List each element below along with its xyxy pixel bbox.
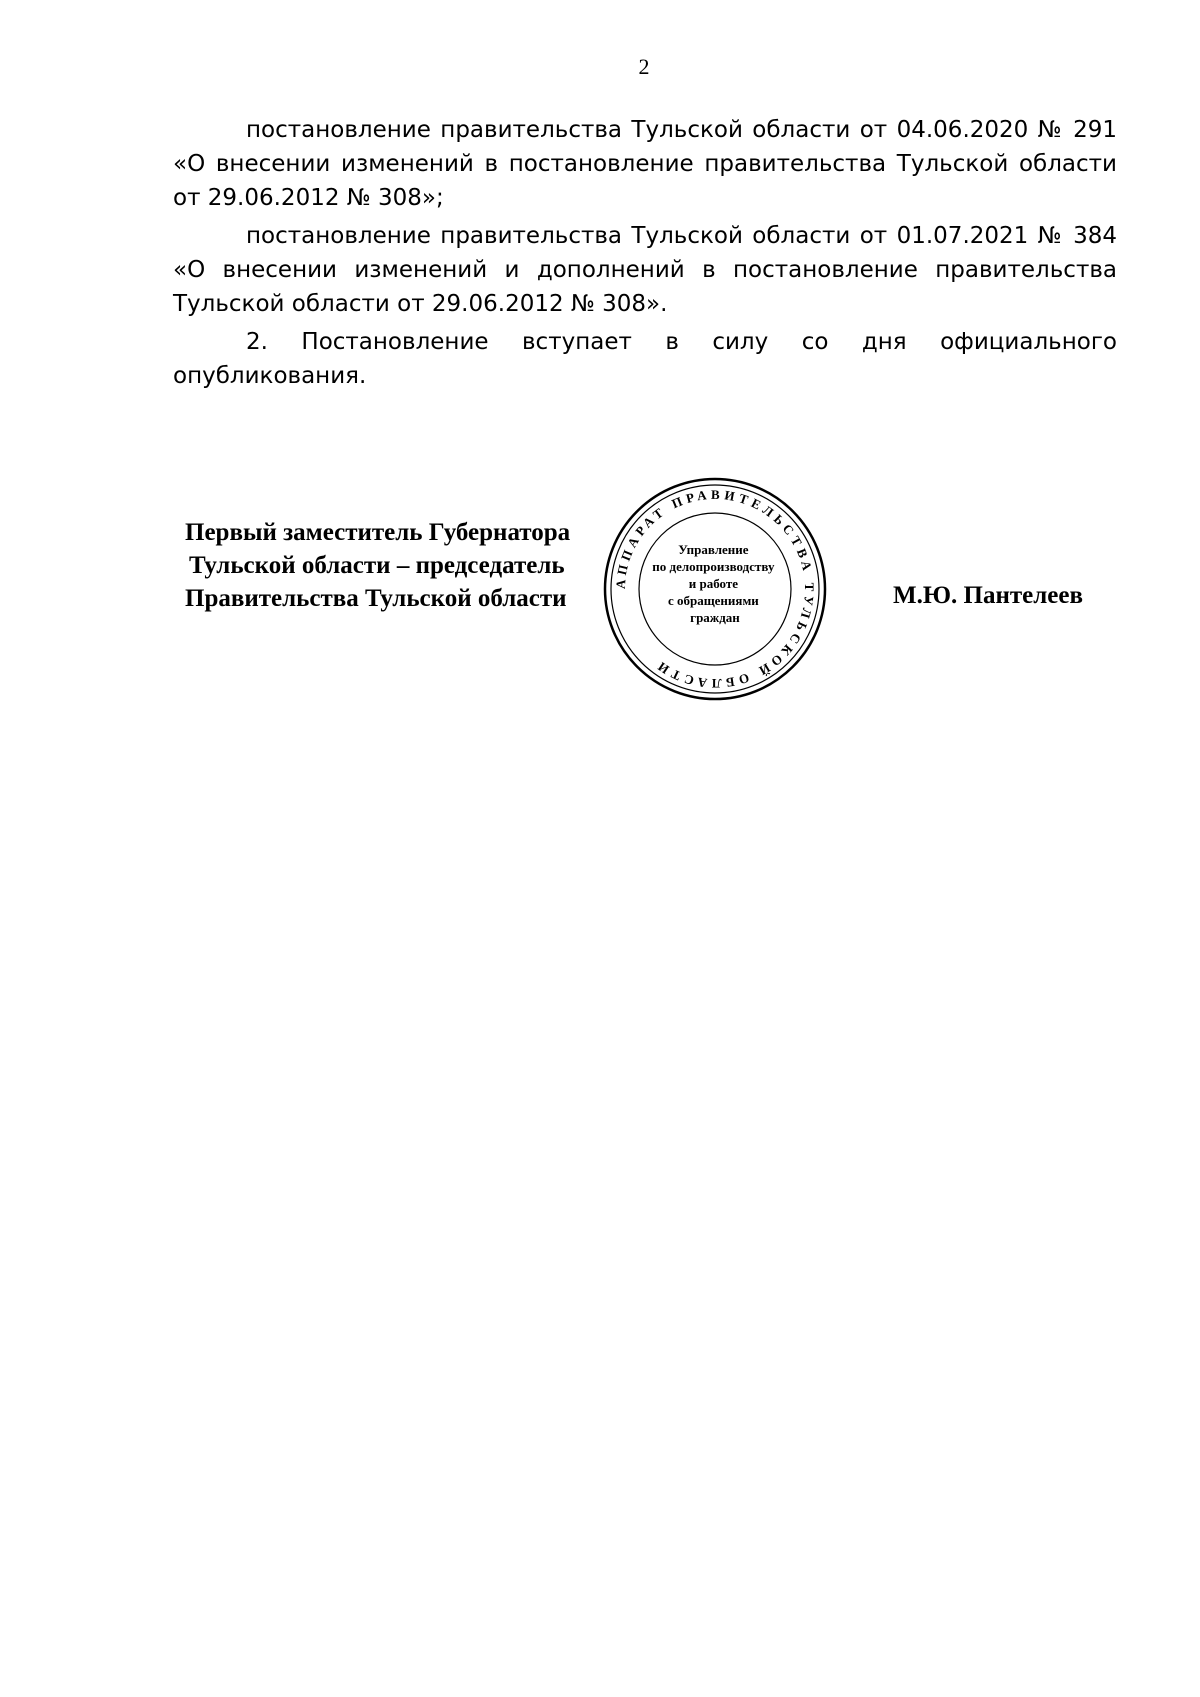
paragraph-amendment-2020: постановление правительства Тульской области от 04.06.2020 № 291 «О внесении изменений в постановление правительства Тульской области от 29.06.2012 № 308»;: [173, 117, 1117, 211]
signatory-name: М.Ю. Пантелеев: [893, 582, 1083, 609]
paragraph-amendment-2021: постановление правительства Тульской области от 01.07.2021 № 384 «О внесении изменений и дополнений в постановление правительства Тульской области от 29.06.2012 № 308».: [173, 223, 1117, 317]
seal-inner-text: [652, 542, 777, 625]
signatory-title: [185, 516, 570, 615]
signatory-title-line: Тульской области – председатель: [189, 552, 565, 579]
paragraph-effective-date: 2. Постановление вступает в силу со дня официального опубликования.: [173, 329, 1117, 389]
seal-inner-line: с обращениями: [667, 593, 759, 608]
seal-inner-line: по делопроизводству: [652, 559, 775, 574]
official-seal: [602, 476, 828, 702]
seal-inner-line: граждан: [690, 610, 740, 625]
document-body: [173, 113, 1117, 397]
signatory-title-line: Правительства Тульской области: [185, 585, 567, 612]
signatory-title-line: Первый заместитель Губернатора: [185, 519, 571, 546]
seal-inner-line: и работе: [688, 576, 739, 591]
page-number: 2: [638, 54, 650, 79]
seal-outer-text-path: АППАРАТ ПРАВИТЕЛЬСТВА ТУЛЬСКОЙ ОБЛАСТИ: [612, 486, 818, 692]
seal-inner-line: Управление: [678, 542, 749, 557]
